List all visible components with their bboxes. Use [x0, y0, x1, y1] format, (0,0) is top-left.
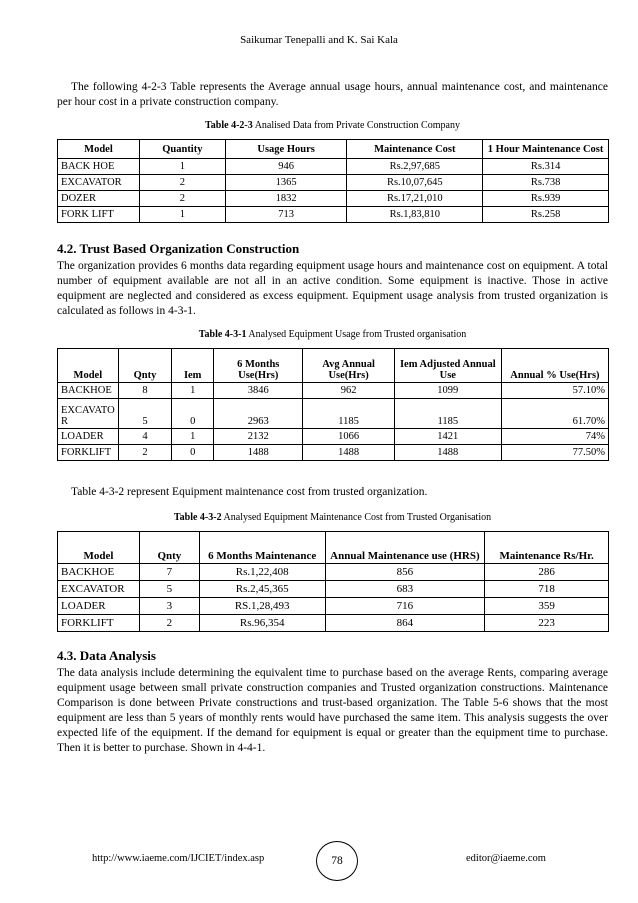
table-cell: 5 [139, 581, 199, 598]
table-cell: 8 [118, 383, 172, 399]
table1-header: Usage Hours [225, 140, 347, 159]
table-row [58, 399, 609, 429]
table-cell: FORK LIFT [58, 207, 140, 223]
table-cell: LOADER [58, 598, 140, 615]
table-cell: 2 [139, 191, 225, 207]
table-cell: 1185 [303, 399, 394, 429]
table-cell: Rs.17,21,010 [347, 191, 483, 207]
table3-caption-label: Table 4-3-2 [173, 512, 222, 523]
table2-header: Model [58, 349, 119, 383]
table-cell: Rs.10,07,645 [347, 175, 483, 191]
table-cell: 1488 [214, 445, 303, 461]
table-cell: 856 [325, 564, 485, 581]
table2-caption-text: Analysed Equipment Usage from Trusted organisation [246, 329, 467, 340]
table1-header: Model [58, 140, 140, 159]
table-cell: 2 [139, 175, 225, 191]
table1-caption [57, 120, 608, 131]
table-cell: 2963 [214, 399, 303, 429]
table-cell: 1185 [394, 399, 501, 429]
table-cell: EXCAVATOR [58, 175, 140, 191]
table-cell: 1 [172, 383, 214, 399]
table-cell: 1421 [394, 429, 501, 445]
table-row [58, 445, 609, 461]
table3-intro-text: Table 4-3-2 represent Equipment maintenance cost from trusted organization. [71, 486, 428, 498]
table-cell: 4 [118, 429, 172, 445]
table-cell: 0 [172, 399, 214, 429]
table-4-3-1 [57, 348, 609, 461]
table-cell: BACKHOE [58, 383, 119, 399]
table-row [58, 429, 609, 445]
table-row [58, 175, 609, 191]
table-cell: Rs.1,22,408 [199, 564, 325, 581]
table-cell: 864 [325, 615, 485, 632]
table-cell: Rs.2,97,685 [347, 159, 483, 175]
table1-header: Maintenance Cost [347, 140, 483, 159]
table-cell: 3846 [214, 383, 303, 399]
table-cell: 962 [303, 383, 394, 399]
table-cell: 1488 [303, 445, 394, 461]
table-cell: 223 [485, 615, 609, 632]
table1-caption-text: Analised Data from Private Construction Company [252, 120, 460, 131]
table-cell: Rs.314 [483, 159, 609, 175]
table-cell: 1365 [225, 175, 347, 191]
table3-header: Model [58, 532, 140, 564]
table-row [58, 191, 609, 207]
table-cell: 683 [325, 581, 485, 598]
table-cell: 716 [325, 598, 485, 615]
table-cell: EXCAVATOR [58, 581, 140, 598]
table-row [58, 581, 609, 598]
table3-intro-paragraph [57, 485, 608, 500]
table-cell: 1 [172, 429, 214, 445]
section-4-2-paragraph [57, 259, 608, 319]
table-cell: 7 [139, 564, 199, 581]
table1-caption-label: Table 4-2-3 [205, 120, 253, 131]
running-header: Saikumar Tenepalli and K. Sai Kala [240, 34, 398, 46]
section-4-3-text: The data analysis include determining the equivalent time to purchase based on the average Rents, comparing average equipment usage between small private construction companies and Trusted organization constructions. Maintenance Comparison is done between Private constructions and trust-based organization. The Table 5-6 shows that the most equipment are less than 5 years of monthly rents would have purchased the same item. This analysis suggests the over expected life of the equipment. If the demand for equipment is equal or greater than the equipment time to purchase. Then it is better to purchase. Shown in 4-4-1. [57, 667, 608, 754]
table-cell: 74% [501, 429, 608, 445]
table-cell: BACK HOE [58, 159, 140, 175]
section-4-2-heading: 4.2. Trust Based Organization Construction [57, 241, 300, 256]
table3-caption-text: Analysed Equipment Maintenance Cost from Trusted Organisation [221, 512, 492, 523]
table-cell: 359 [485, 598, 609, 615]
table-row [58, 207, 609, 223]
table-cell: Rs.1,83,810 [347, 207, 483, 223]
table-row [58, 383, 609, 399]
table-cell: 1066 [303, 429, 394, 445]
table-cell: 1099 [394, 383, 501, 399]
intro-paragraph [57, 80, 608, 110]
table-cell: 61.70% [501, 399, 608, 429]
table3-header: Maintenance Rs/Hr. [485, 532, 609, 564]
table-cell: 3 [139, 598, 199, 615]
table3-header: Qnty [139, 532, 199, 564]
table2-header: Avg Annual Use(Hrs) [303, 349, 394, 383]
table2-caption-label: Table 4-3-1 [198, 329, 247, 340]
table2-header: Annual % Use(Hrs) [501, 349, 608, 383]
intro-text: The following 4-2-3 Table represents the Average annual usage hours, annual maintenance cost, and maintenance per hour cost in a private construction company. [57, 81, 608, 108]
table-cell: Rs.738 [483, 175, 609, 191]
table-cell: BACKHOE [58, 564, 140, 581]
table3-header: Annual Maintenance use (HRS) [325, 532, 485, 564]
table-cell: 0 [172, 445, 214, 461]
footer-url-link[interactable]: http://www.iaeme.com/IJCIET/index.asp [92, 853, 265, 864]
table-cell: 1488 [394, 445, 501, 461]
table-cell: 2 [118, 445, 172, 461]
table-cell: 946 [225, 159, 347, 175]
table-cell: FORKLIFT [58, 615, 140, 632]
table-cell: Rs.939 [483, 191, 609, 207]
table-cell: 77.50% [501, 445, 608, 461]
table1-header: 1 Hour Maintenance Cost [483, 140, 609, 159]
table-cell: 5 [118, 399, 172, 429]
table-cell: 57.10% [501, 383, 608, 399]
table-cell: 713 [225, 207, 347, 223]
section-4-3-paragraph [57, 666, 608, 756]
table-cell: 2 [139, 615, 199, 632]
table1-header: Quantity [139, 140, 225, 159]
table2-header: Iem Adjusted Annual Use [394, 349, 501, 383]
table3-caption [57, 512, 608, 523]
page-number: 78 [316, 841, 358, 881]
table-row [58, 564, 609, 581]
table-row [58, 615, 609, 632]
table-cell: 718 [485, 581, 609, 598]
table-4-2-3 [57, 139, 609, 223]
table-cell: LOADER [58, 429, 119, 445]
table2-header: Qnty [118, 349, 172, 383]
table-cell: 1 [139, 159, 225, 175]
table-cell: Rs.2,45,365 [199, 581, 325, 598]
table2-header: Iem [172, 349, 214, 383]
table2-caption [57, 329, 608, 340]
table-row [58, 159, 609, 175]
table-cell: EXCAVATO R [58, 399, 119, 429]
table-cell: 1832 [225, 191, 347, 207]
table2-header: 6 Months Use(Hrs) [214, 349, 303, 383]
table-row [58, 598, 609, 615]
table-cell: 286 [485, 564, 609, 581]
table-4-3-2 [57, 531, 609, 632]
table-cell: RS.1,28,493 [199, 598, 325, 615]
table-cell: Rs.258 [483, 207, 609, 223]
section-4-3-heading: 4.3. Data Analysis [57, 648, 156, 663]
table-cell: DOZER [58, 191, 140, 207]
section-4-2-text: The organization provides 6 months data regarding equipment usage hours and maintenance cost on equipment. A total number of equipment available are not all in an active condition. Some equipment is inactive. Those in active equipment are neglected and considered as excess equipment. Equipment usage analysis from trusted organization is calculated as follows in 4-3-1. [57, 260, 608, 317]
table-cell: Rs.96,354 [199, 615, 325, 632]
table-cell: FORKLIFT [58, 445, 119, 461]
footer-email-link[interactable]: editor@iaeme.com [466, 853, 546, 864]
table3-header: 6 Months Maintenance [199, 532, 325, 564]
table-cell: 2132 [214, 429, 303, 445]
table-cell: 1 [139, 207, 225, 223]
